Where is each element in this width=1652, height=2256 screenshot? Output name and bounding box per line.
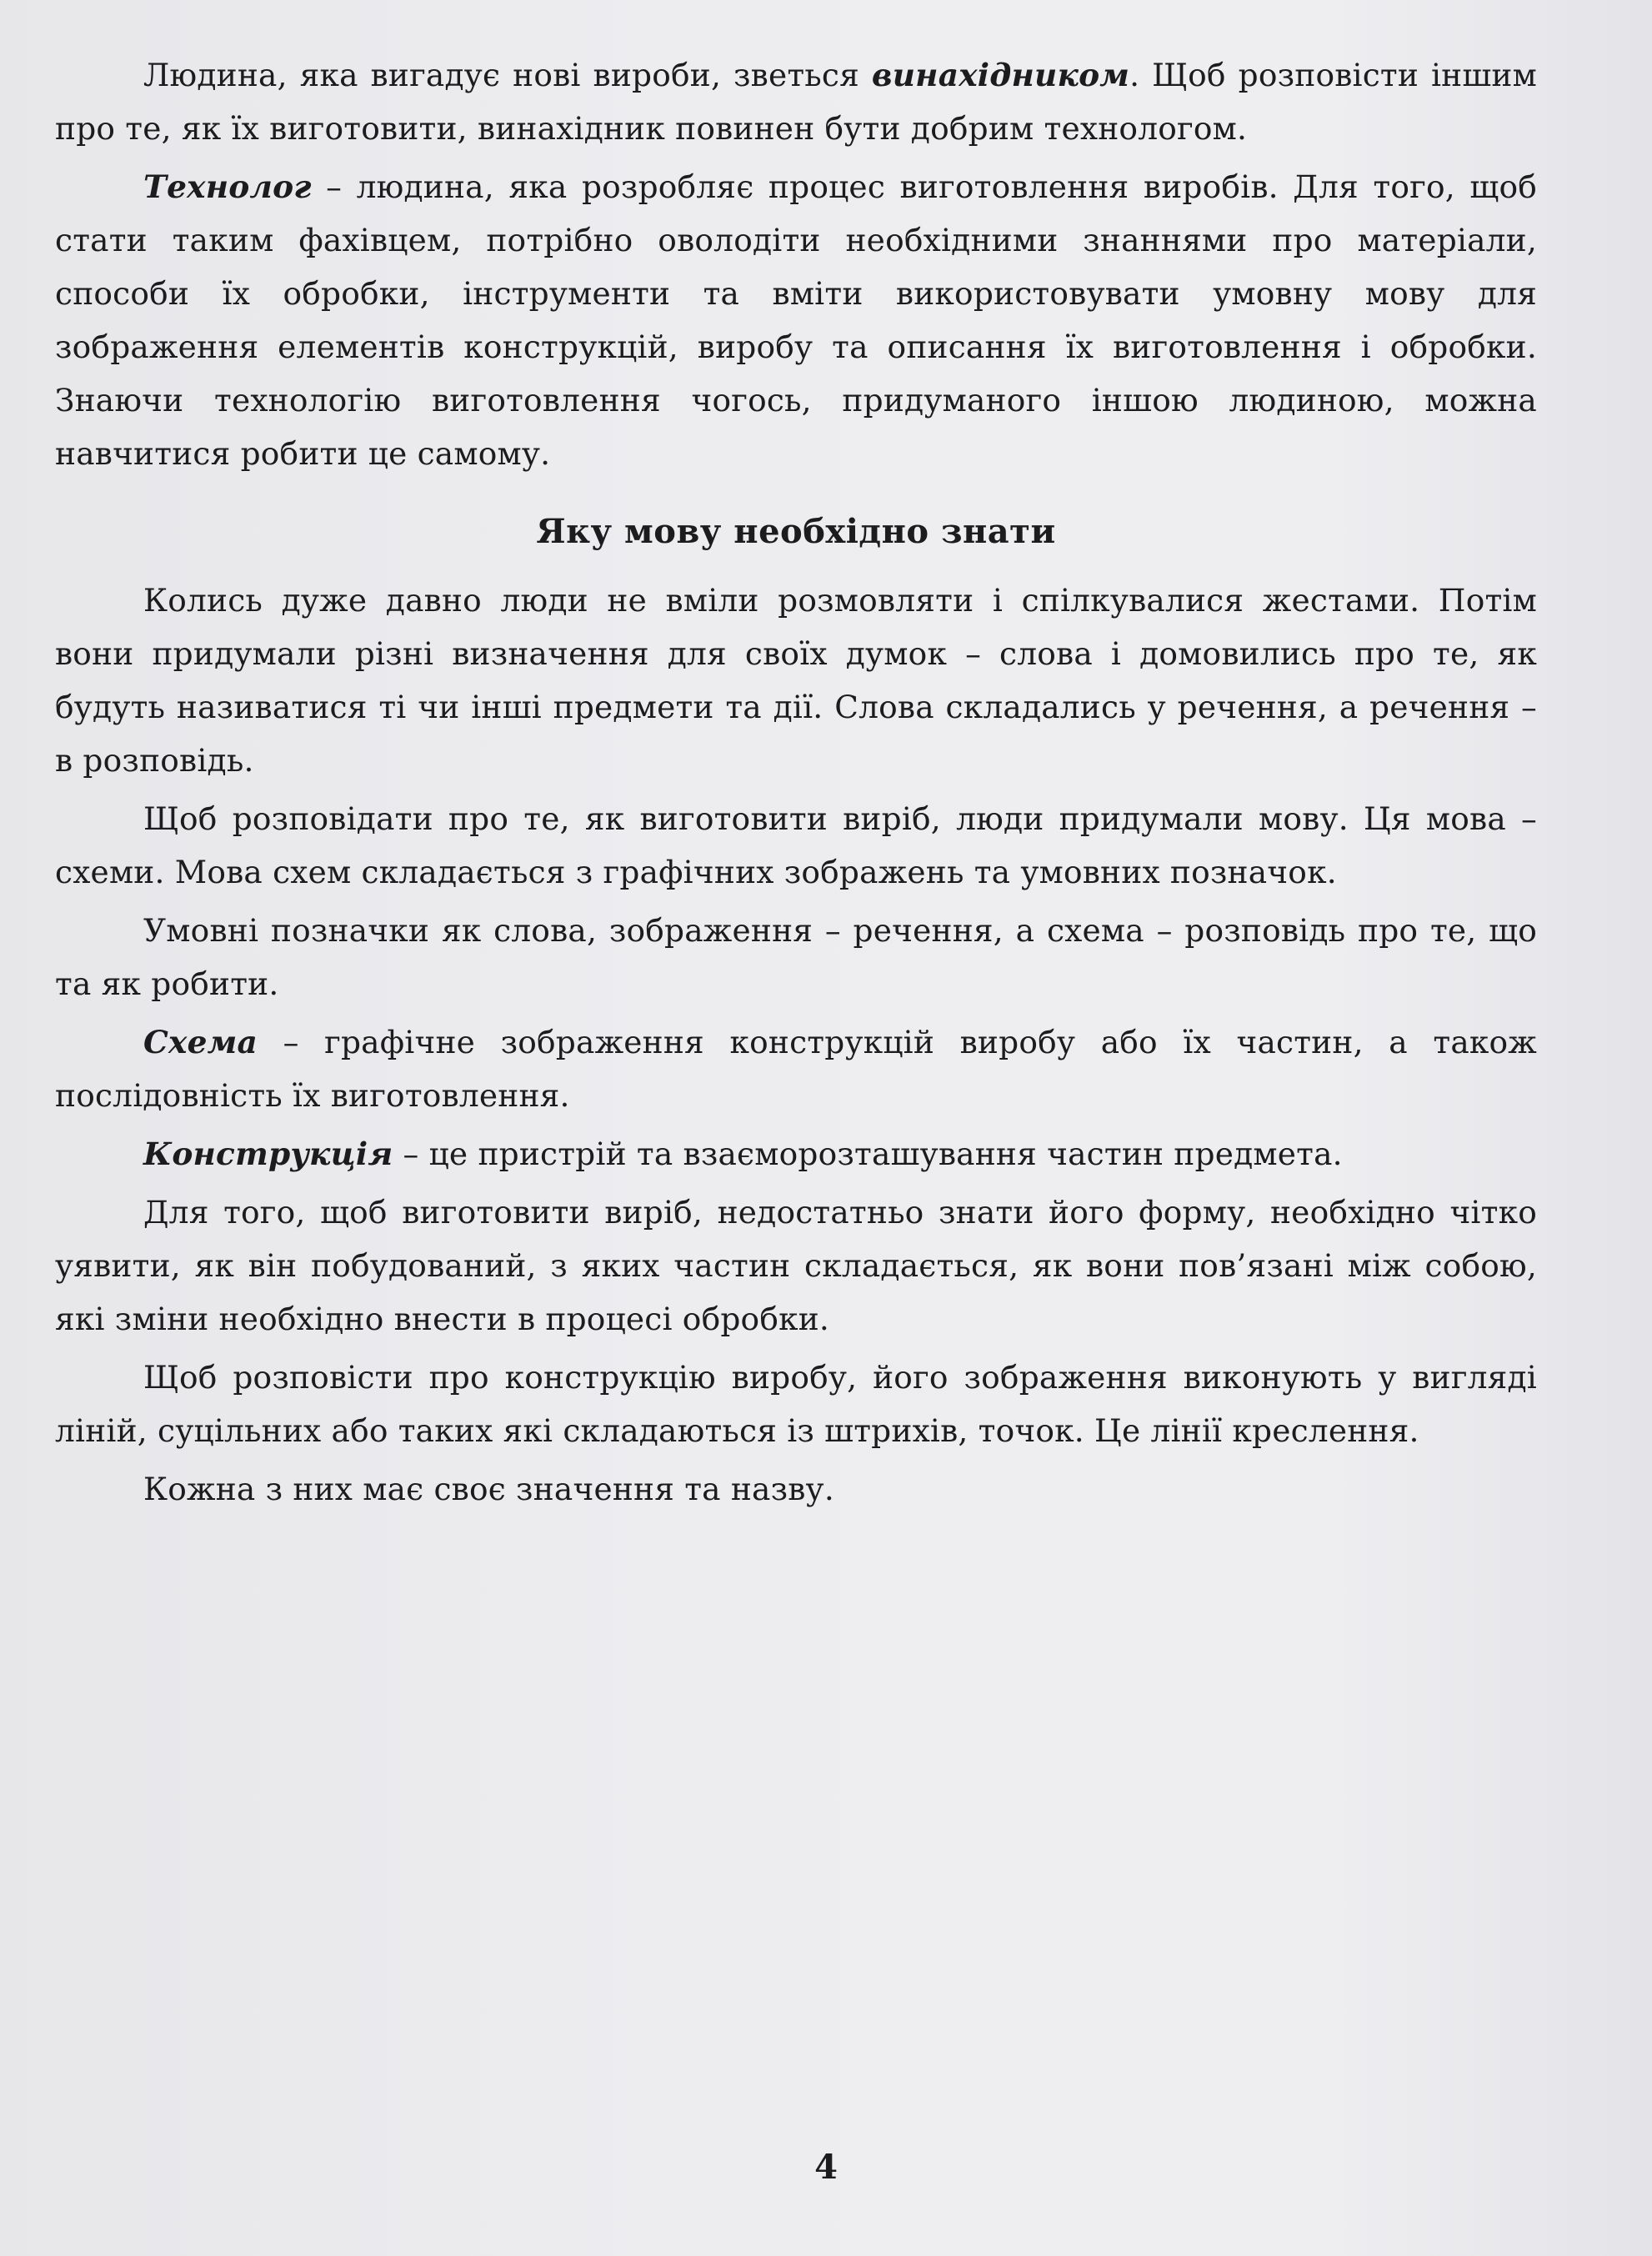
paragraph-text: Колись дуже давно люди не вміли розмовляти і спілкувалися жестами. Потім вони придумали різні визначення для своїх думок – слова і домовились про те, як будуть називатися ті чи інші предмети та дії. Слова складались у речення, а речення – в розповідь. — [55, 582, 1537, 779]
page-number: 4 — [814, 2148, 838, 2187]
term-highlight: Конструкція — [143, 1136, 393, 1172]
main-section — [55, 574, 1537, 1516]
paragraph-text: Для того, щоб виготовити виріб, недостатньо знати його форму, необхідно чітко уявити, як він побудований, з яких частин складається, як вони пов’язані між собою, які зміни необхідно внести в процесі обробки. — [55, 1194, 1537, 1337]
section-heading: Яку мову необхідно знати — [536, 512, 1056, 551]
paragraph — [55, 1015, 1537, 1122]
paragraph — [55, 1462, 1537, 1516]
page-content — [55, 48, 1537, 1516]
term-highlight: Схема — [143, 1024, 258, 1060]
paragraph — [55, 574, 1537, 787]
term-highlight: винахідником — [871, 57, 1130, 93]
paragraph-text: . Щоб розповісти іншим про те, як їх виготовити, винахідник повинен бути добрим технологом. — [55, 57, 1537, 147]
paragraph — [55, 1186, 1537, 1346]
paragraph — [55, 160, 1537, 480]
term-highlight: Технолог — [143, 168, 312, 205]
paragraph-text: Умовні позначки як слова, зображення – речення, а схема – розповідь про те, що та як робити. — [55, 912, 1537, 1002]
paragraph-text: Щоб розповісти про конструкцію виробу, його зображення виконують у вигляді ліній, суцільних або таких які складаються із штрихів, точок. Це лінії креслення. — [55, 1359, 1537, 1449]
paragraph — [55, 48, 1537, 155]
paragraph-text: – це пристрій та взаєморозташування частин предмета. — [393, 1136, 1343, 1172]
paragraph — [55, 1127, 1537, 1181]
paragraph — [55, 1351, 1537, 1457]
paragraph — [55, 904, 1537, 1010]
paragraph-text: Кожна з них має своє значення та назву. — [143, 1471, 834, 1507]
paragraph-text: – графічне зображення конструкцій виробу або їх частин, а також послідовність їх виготовлення. — [55, 1024, 1537, 1114]
paragraph-text: – людина, яка розробляє процес виготовлення виробів. Для того, щоб стати таким фахівцем, потрібно оволодіти необхідними знаннями про матеріали, способи їх обробки, інструменти та вміти використовувати умовну мову для зображення елементів конструкцій, виробу та описання їх виготовлення і обробки. Знаючи технологію виготовлення чогось, придуманого іншою людиною, можна навчитися робити це самому. — [55, 168, 1537, 472]
paragraph-text: Людина, яка вигадує нові вироби, зветься — [143, 57, 872, 93]
paragraph — [55, 792, 1537, 899]
intro-section — [55, 48, 1537, 480]
paragraph-text: Щоб розповідати про те, як виготовити виріб, люди придумали мову. Ця мова – схеми. Мова схем складається з графічних зображень та умовних позначок. — [55, 800, 1537, 890]
